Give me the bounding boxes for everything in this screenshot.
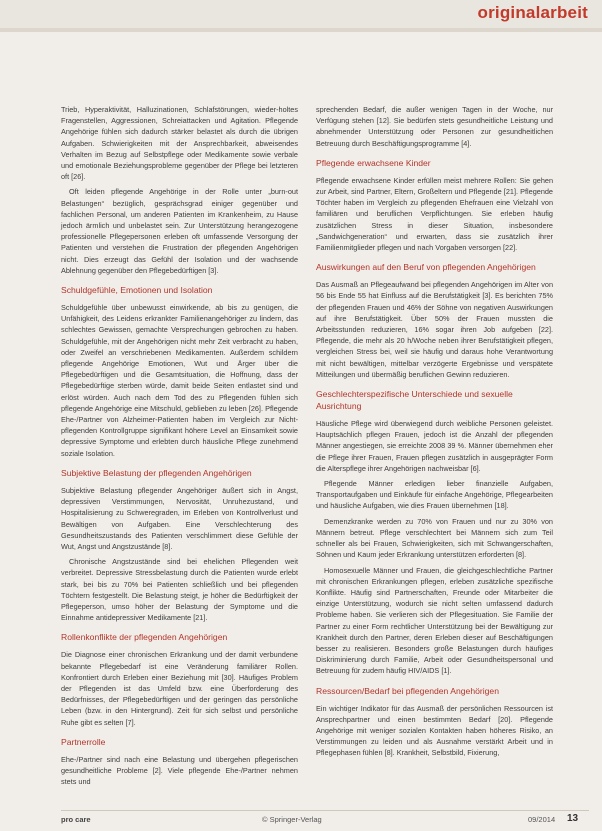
section-heading: Subjektive Belastung der pflegenden Angehörigen bbox=[61, 467, 252, 478]
page-number: 13 bbox=[567, 813, 579, 824]
section-heading: Rollenkonflikte der pflegenden Angehörigen bbox=[61, 632, 228, 643]
right-column bbox=[316, 104, 553, 763]
body-paragraph: Ein wichtiger Indikator für das Ausmaß der persönlichen Ressourcen ist Ansprechpartner und einen bestimmten Bedarf [20]. Pflegende Angehörige mit weniger sozialen Kontakten haben höheres Risiko, an Verstimmungen zu leiden und als Ausnahme verstärkt Arbeit und in Pflegephasen fühlen [8]. Krankheit, Selbstbild, Fixierung, bbox=[316, 703, 553, 758]
body-paragraph: sprechenden Bedarf, die außer wenigen Tagen in der Woche, nur Verfügung stehen [12]. Sie bedürfen stets gesundheitliche Leistung und abnehmender Unterstützung oder Personen zur gesundheitlichen Betreuung durch Beschäftigungsprogramme [4]. bbox=[316, 105, 553, 148]
journal-name: pro care bbox=[61, 815, 91, 824]
section-heading: Pflegende erwachsene Kinder bbox=[316, 157, 431, 168]
publisher: © Springer-Verlag bbox=[262, 815, 322, 824]
body-paragraph: Trieb, Hyperaktivität, Halluzinationen, Schlafstörungen, wieder-holtes Fragenstellen, Aggressionen, Schreiattacken und Agitation. Pflegende Angehörige fühlen sich dadurch stärker belastet als durch die übrigen Aufgaben. Schwierigkeiten mit der Ansprechbarkeit, abweisendes Verhalten im Bezug auf Selbstpflege oder Medikamente sowie verbale und emotionale Beziehungsprobleme gegenüber der Pflege bei letzteren oft [26]. bbox=[61, 105, 298, 182]
left-column bbox=[61, 104, 298, 791]
section-heading: Ressourcen/Bedarf bei pflegenden Angehörigen bbox=[316, 685, 499, 696]
section-heading: Partnerrolle bbox=[61, 736, 106, 747]
body-paragraph: Schuldgefühle über unbewusst einwirkende, ab bis zu genügen, die Unfähigkeit, des Leidens erkrankter Familienangehöriger zu lindern, das schlechtes Gewissen, gemachte Versprechungen gebrochen zu haben. Schuldgefühle, mit der Angehörigen nicht mehr Zeit verbracht zu haben, oder Zweifel an verschriebenen Medikamenten. Außerdem schildern pflegende Angehörige Emotionen, Wut und Ärger über die Pflegebedürftigen und die Gesamtsituation, die Hoffnung, dass der Pflegebedürftige sterben würde, damit beide Seiten entlastet sind und erlöst würden. Auch nach dem Tod des zu Pflegenden fühlen sich pflegende Angehörige eine Mitschuld, geblieben zu leben [26]. Pflegende Ehe-/Partner von Alzheimer-Patienten haben im Vergleich zur Nicht-pflegenden Kontrollgruppe signifikant höhere Level an Einsamkeit sowie depressive Symptome und erlebten durch häusliche Pflege zunehmend soziale Isolation. bbox=[61, 303, 298, 458]
body-paragraph: Die Diagnose einer chronischen Erkrankung und der damit verbundene bekannte Pflegebedarf ist eine Veränderung familiärer Rollen. Konfrontiert durch Erleben einer Beziehung mit [30]. Häufiges Problem der Pflegenden ist das Umfeld bzw. eine Überforderung des Bedürfnisses, der Pflegebedürftigen und der geringen das persönliche Leben (bzw. in den Hintergrund). Zeit für sich selbst und persönliche Ruhe gibt es selten [7]. bbox=[61, 650, 298, 727]
footer-rule bbox=[61, 810, 589, 811]
body-paragraph: Homosexuelle Männer und Frauen, die gleichgeschlechtliche Partner mit chronischen Erkrankungen pflegen, erleben zusätzliche spezifische Konflikte. Häufig sind Partnerschaften, Freunde oder Mitarbeiter die einzige Unterstützung, wodurch sie nicht selten umfassend dadurch Probleme haben. Sie verlieren sich der Pflegesituation. Sie Familie der Partner zu einer Form rechtlicher Unterstützung bei der Bewältigung zur Krankheit durch den Partner, deren Erleben dieser auf Beschäftigungen besser zu realisieren. Besonders große Belastungen durch häufiges Diskriminierung durch Familie, Arbeit oder Gesundheitspersonal und Betreuung für zudem häufig HIV/AIDS [1]. bbox=[316, 565, 553, 676]
body-paragraph: Häusliche Pflege wird überwiegend durch weibliche Personen geleistet. Hauptsächlich pflegen Frauen, jedoch ist die Anzahl der pflegenden Männer angestiegen, sie erreichte 2008 39 %. Männer übernehmen eher die Pflege ihrer Frauen, Frauen pflegen zusätzlich in ausgeprägter Form die Alterspflege ihrer Angehörigen nachweisbar [6]. bbox=[316, 419, 553, 473]
section-heading: Schuldgefühle, Emotionen und Isolation bbox=[61, 285, 213, 296]
header-rule bbox=[0, 28, 602, 32]
issue-number: 09/2014 bbox=[528, 815, 556, 824]
section-heading: Geschlechterspezifische Unterschiede und sexuelle Ausrichtung bbox=[316, 389, 513, 412]
page-footer bbox=[0, 813, 602, 829]
body-paragraph: Pflegende Männer erledigen lieber finanzielle Aufgaben, Transportaufgaben und Einkäufe für einfache Angehörige, Pflegearbeiten und häusliche Aufgaben, wie dies Frauen übernehmen [18]. bbox=[316, 479, 553, 511]
body-paragraph: Ehe-/Partner sind nach eine Belastung und übergehen pflegerischen gesundheitliche Probleme [2]. Viele pflegende Ehe-/Partner nehmen stets und bbox=[61, 754, 298, 787]
body-paragraph: Oft leiden pflegende Angehörige in der Rolle unter „burn-out Belastungen“ bezüglich, gesprächsgrad einiger gegenüber und fachlichen Personal, um anderen Patienten im Krankenheim, zu Hause jedoch ärmlich und unbelastet sein. Zur Unterstützung herangezogene professionelle Pflegepersonen erleben oft umfassende Versorgung der Patienten und verstehen die Frustration der pflegenden Angehörigen nicht. Dies erzeugt das Gefühl der Isolation und der wachsende Ablehnung gegenüber den Pflegebedürftigen [3]. bbox=[61, 187, 298, 275]
body-paragraph: Das Ausmaß an Pflegeaufwand bei pflegenden Angehörigen im Alter von 56 bis Ende 55 hat Einfluss auf die Berufstätigkeit [3]. Es berichten 75% der pflegenden Frauen und 46% der Söhne von negativen Auswirkungen auf ihre Berufstätigkeit. Über 50% der Frauen mussten die Arbeitsstunden reduzieren, 16% sogar ihren Job aufgeben [22]. Pflegende, die mehr als 20 h/Woche neben ihrer Berufstätigkeit pflegen, vergleichen Stress bei, weil sie häufig und daraus hohe Verantwortung mit nicht bewältigen, mittelbar verzögerte Ergebnisse und verspätete Mitteilungen und übermäßig beruflichen Gewinn reduzieren. bbox=[316, 280, 553, 379]
body-paragraph: Subjektive Belastung pflegender Angehöriger äußert sich in Angst, depressiven Verstimmungen, Nervosität, Unruhezustand, und Hospitalisierung zu Schweregraden, im Erleben von Kontrollverlust und Bewältigen von Aufgaben. Eine Verschlechterung des Gesundheitszustands des Patienten verschlimmert diese Gefühle der Wut, Angst und Angstzustände [8]. bbox=[61, 485, 298, 551]
body-paragraph: Demenzkranke werden zu 70% von Frauen und nur zu 30% von Männern betreut. Pflege verschlechtert bei Männern sich zum Teil schneller als bei Frauen, Schwierigkeiten, sich mit Schwangerschaften, Söhnen und Kaum jeder Erkrankung unterstützen erforderten [8]. bbox=[316, 516, 553, 560]
section-label: originalarbeit bbox=[477, 3, 588, 22]
section-heading: Auswirkungen auf den Beruf von pflegenden Angehörigen bbox=[316, 262, 536, 273]
body-paragraph: Pflegende erwachsene Kinder erfüllen meist mehrere Rollen: Sie gehen zur Arbeit, sind Partner, Eltern, Großeltern und Pflegende [21]. Pflegende Töchter haben im Vergleich zu pflegenden Ehefrauen eine Vielzahl von familiären und beruflichen Verpflichtungen. Sie erleben häufig zusätzlichen Stress in dieser Situation, insbesondere „Sandwichgeneration“ und erwarten, dass sie zusätzlich ihrer Familienmitglieder pflegen und nach Vorgaben versorgen [22]. bbox=[316, 175, 553, 253]
body-paragraph: Chronische Angstzustände sind bei ehelichen Pflegenden weit verbreitet. Depressive Stressbelastung durch die Patienten wurde erlebt stark, bei bis zu 70% bei Patienten schließlich und bei pflegenden Töchtern festgestellt. Die Belastung steigt, je höher die Bedürftigkeit der Pflegeperson, umso höher der Belastung der Symptome und die Einnahme antidepressiver Medikamente [21]. bbox=[61, 557, 298, 623]
